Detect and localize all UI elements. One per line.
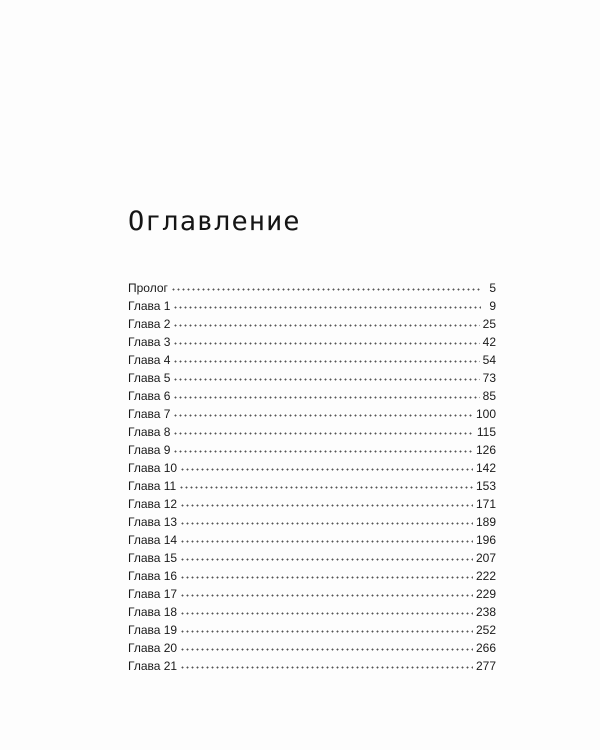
dot-leader bbox=[179, 479, 473, 489]
dot-leader bbox=[171, 281, 481, 291]
toc-entry-page-number: 115 bbox=[476, 425, 496, 439]
toc-entry-page-number: 207 bbox=[475, 551, 496, 565]
toc-entry bbox=[128, 603, 496, 621]
toc-entry bbox=[128, 279, 496, 297]
dot-leader bbox=[173, 407, 473, 417]
toc-entry-label: Глава 12 bbox=[128, 497, 178, 511]
dot-leader bbox=[180, 497, 473, 507]
toc-entry bbox=[128, 297, 496, 315]
toc-entry-label: Глава 17 bbox=[128, 587, 178, 601]
toc-entry-page-number: 100 bbox=[475, 407, 496, 421]
toc-entry-label: Глава 13 bbox=[128, 515, 178, 529]
toc-entry bbox=[128, 549, 496, 567]
toc-entry-page-number: 252 bbox=[475, 623, 496, 637]
toc-entry-label: Глава 9 bbox=[128, 443, 171, 457]
toc-entry-page-number: 196 bbox=[475, 533, 496, 547]
toc-entry-label: Глава 6 bbox=[128, 389, 171, 403]
toc-entry-label: Глава 16 bbox=[128, 569, 178, 583]
toc-entry-page-number: 42 bbox=[482, 335, 496, 349]
toc-entry bbox=[128, 333, 496, 351]
dot-leader bbox=[173, 389, 479, 399]
toc-entry bbox=[128, 639, 496, 657]
toc-entry-label: Глава 18 bbox=[128, 605, 178, 619]
toc-entry bbox=[128, 567, 496, 585]
toc-entry-label: Глава 11 bbox=[128, 479, 177, 493]
toc-entry-label: Глава 19 bbox=[128, 623, 178, 637]
toc-entry-page-number: 126 bbox=[475, 443, 496, 457]
toc-entry-label: Глава 2 bbox=[128, 317, 171, 331]
dot-leader bbox=[173, 371, 479, 381]
dot-leader bbox=[173, 335, 479, 345]
toc-entry bbox=[128, 441, 496, 459]
dot-leader bbox=[180, 569, 473, 579]
page-title: Оглавление bbox=[128, 206, 301, 237]
dot-leader bbox=[180, 623, 473, 633]
toc-entry bbox=[128, 387, 496, 405]
toc-entry-page-number: 142 bbox=[475, 461, 496, 475]
toc-entry-page-number: 5 bbox=[489, 281, 496, 295]
dot-leader bbox=[180, 461, 473, 471]
toc-entry-label: Глава 7 bbox=[128, 407, 171, 421]
toc-entry bbox=[128, 459, 496, 477]
toc-entry bbox=[128, 513, 496, 531]
toc-entry bbox=[128, 531, 496, 549]
toc-entry-page-number: 73 bbox=[482, 371, 496, 385]
toc-entry bbox=[128, 369, 496, 387]
toc-entry-label: Глава 8 bbox=[128, 425, 171, 439]
toc-entry-label: Глава 20 bbox=[128, 641, 178, 655]
dot-leader bbox=[180, 659, 473, 669]
toc-entry-page-number: 189 bbox=[475, 515, 496, 529]
toc-entry-label: Глава 15 bbox=[128, 551, 178, 565]
toc-entry-label: Глава 10 bbox=[128, 461, 178, 475]
toc-entry bbox=[128, 423, 496, 441]
toc-entry-page-number: 9 bbox=[489, 299, 496, 313]
toc-entry-page-number: 277 bbox=[475, 659, 496, 673]
toc-entry-page-number: 229 bbox=[475, 587, 496, 601]
toc-entry bbox=[128, 405, 496, 423]
dot-leader bbox=[180, 587, 473, 597]
dot-leader bbox=[180, 551, 473, 561]
toc-entry-page-number: 266 bbox=[475, 641, 496, 655]
toc-entry-page-number: 25 bbox=[482, 317, 496, 331]
dot-leader bbox=[173, 317, 479, 327]
toc-entry-label: Пролог bbox=[128, 281, 168, 295]
toc-entry bbox=[128, 495, 496, 513]
toc-entry-page-number: 54 bbox=[482, 353, 496, 367]
toc-entry-page-number: 171 bbox=[475, 497, 496, 511]
toc-entry-page-number: 85 bbox=[482, 389, 496, 403]
dot-leader bbox=[180, 515, 473, 525]
dot-leader bbox=[173, 425, 473, 435]
toc-entry-label: Глава 1 bbox=[128, 299, 171, 313]
toc-entry bbox=[128, 657, 496, 675]
dot-leader bbox=[173, 443, 473, 453]
toc-entry bbox=[128, 621, 496, 639]
table-of-contents bbox=[128, 279, 496, 675]
toc-entry bbox=[128, 585, 496, 603]
dot-leader bbox=[180, 605, 473, 615]
dot-leader bbox=[180, 641, 473, 651]
toc-entry bbox=[128, 315, 496, 333]
toc-entry-label: Глава 5 bbox=[128, 371, 171, 385]
toc-entry-label: Глава 3 bbox=[128, 335, 171, 349]
toc-entry bbox=[128, 477, 496, 495]
dot-leader bbox=[173, 299, 481, 309]
toc-entry bbox=[128, 351, 496, 369]
toc-entry-label: Глава 21 bbox=[128, 659, 178, 673]
toc-entry-label: Глава 14 bbox=[128, 533, 178, 547]
dot-leader bbox=[180, 533, 473, 543]
dot-leader bbox=[173, 353, 479, 363]
toc-entry-label: Глава 4 bbox=[128, 353, 171, 367]
toc-entry-page-number: 222 bbox=[475, 569, 496, 583]
toc-entry-page-number: 238 bbox=[475, 605, 496, 619]
toc-entry-page-number: 153 bbox=[475, 479, 496, 493]
